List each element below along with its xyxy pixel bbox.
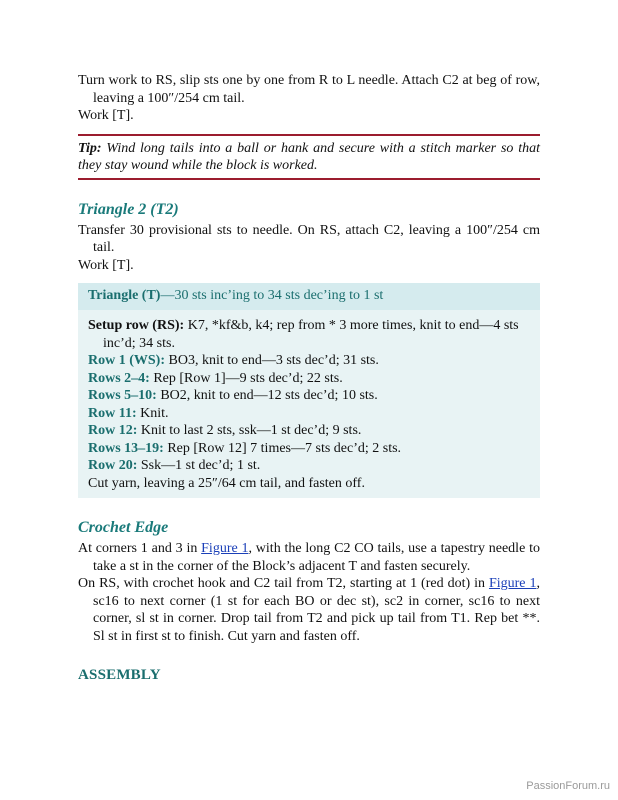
- rows-2-4: [88, 370, 530, 388]
- triangle-box-header: [78, 283, 540, 310]
- row-12: [88, 422, 530, 440]
- triangle-instructions-box: [78, 283, 540, 498]
- row-label: Row 12:: [88, 423, 138, 438]
- tip-text: Wind long tails into a ball or hank and secure with a stitch marker so that they stay wound while the block is worked.: [78, 140, 540, 173]
- crochet-paragraph-2: [78, 575, 540, 645]
- figure-1-link[interactable]: Figure 1: [488, 576, 537, 591]
- triangle-box-subtitle: —30 sts inc’ing to 34 sts dec’ing to 1 st: [160, 288, 384, 303]
- triangle2-paragraph: Transfer 30 provisional sts to needle. On RS, attach C2, leaving a 100″/254 cm tail.: [78, 222, 540, 255]
- row-label: Row 20:: [88, 458, 138, 473]
- row-text: Knit.: [136, 405, 169, 421]
- row-text: BO3, knit to end—3 sts dec’d; 31 sts.: [165, 353, 379, 368]
- row-label: Row 11:: [88, 405, 137, 421]
- row-label: Row 1 (WS):: [88, 353, 165, 368]
- crochet-text: On RS, with crochet hook and C2 tail from T2, starting at 1 (red dot) in: [78, 576, 489, 591]
- crochet-text: , sc16 to next corner (1 st for each BO or dec st), sc2 in corner, sc16 to next corner, sl st in corner. Drop tail from T2 and pick up tail from T1. Rep bet **. Sl st in first st to finish. Cut yarn and fasten off.: [93, 576, 540, 644]
- row-11: [88, 405, 530, 423]
- row-20: [88, 457, 530, 475]
- rows-13-19: [88, 440, 530, 458]
- crochet-paragraph-1: [78, 540, 540, 575]
- row-label: Rows 13–19:: [88, 440, 164, 456]
- triangle2-heading: Triangle 2 (T2): [78, 200, 179, 218]
- tip-box: [78, 134, 540, 180]
- row-text: Rep [Row 12] 7 times—7 sts dec’d; 2 sts.: [163, 440, 402, 456]
- row-label: Rows 2–4:: [88, 370, 150, 386]
- crochet-text: , with the long C2 CO tails, use a tapestry needle to take a st in the corner of the Block’s adjacent T and fasten securely.: [93, 541, 540, 574]
- row-text: Rep [Row 1]—9 sts dec’d; 22 sts.: [149, 370, 343, 386]
- tip-paragraph: [78, 140, 540, 175]
- crochet-text: At corners 1 and 3 in: [78, 541, 202, 556]
- watermark: PassionForum.ru: [526, 780, 610, 792]
- row-label: Setup row (RS):: [88, 318, 185, 333]
- closing-line: Cut yarn, leaving a 25″/64 cm tail, and fasten off.: [88, 475, 365, 491]
- row-text: K7, *kf&b, k4; rep from * 3 more times, knit to end—4 sts inc’d; 34 sts.: [103, 318, 519, 351]
- intro-paragraph: Turn work to RS, slip sts one by one from R to L needle. Attach C2 at beg of row, leaving a 100″/254 cm tail.: [78, 73, 540, 106]
- row-1: [88, 352, 530, 370]
- tip-label: Tip:: [78, 140, 102, 156]
- row-setup: [88, 317, 530, 352]
- assembly-heading: ASSEMBLY: [78, 667, 161, 683]
- row-text: Knit to last 2 sts, ssk—1 st dec’d; 9 sts.: [137, 423, 362, 438]
- row-text: Ssk—1 st dec’d; 1 st.: [137, 458, 261, 473]
- triangle2-work-line: Work [T].: [78, 257, 134, 273]
- crochet-edge-heading: Crochet Edge: [78, 519, 169, 536]
- figure-1-link[interactable]: Figure 1: [201, 541, 249, 556]
- row-text: BO2, knit to end—12 sts dec’d; 10 sts.: [156, 388, 378, 403]
- rows-5-10: [88, 387, 530, 405]
- triangle-box-body: [78, 310, 540, 498]
- triangle-box-title: Triangle (T): [88, 288, 161, 303]
- intro-work-line: Work [T].: [78, 108, 134, 123]
- page-content: [78, 72, 540, 684]
- row-label: Rows 5–10:: [88, 388, 157, 403]
